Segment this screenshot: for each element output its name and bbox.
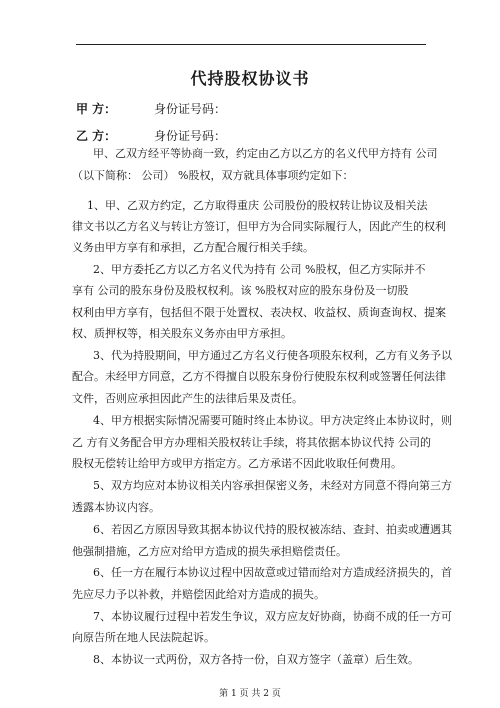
agreement-line: 甲、乙双方经平等协商一致，约定由乙方以乙方的名义代甲方持有 公司 [93, 147, 438, 160]
agreement-line: 享有 公司的股东身份及股权权利。该 %股权对应的股东身份及一切股 [72, 284, 409, 297]
agreement-line: （以下简称： 公司） %股权，双方就具体事项约定如下： [72, 169, 354, 182]
agreement-line: 4、甲方根据实际情况需要可随时终止本协议。甲方决定终止本协议时，则 [93, 414, 452, 427]
document-title: 代持股权协议书 [190, 69, 310, 88]
agreement-line: 5、双方均应对本协议相关内容承担保密义务，未经对方同意不得向第三方 [93, 479, 452, 492]
agreement-line: 股权无偿转让给甲方或甲方指定方。乙方承诺不因此收取任何费用。 [72, 457, 402, 470]
agreement-line: 先应尽力予以补救，并赔偿因此给对方造成的损失。 [72, 588, 325, 601]
agreement-line: 透露本协议内容。 [72, 501, 160, 514]
agreement-line: 乙 方有义务配合甲方办理相关股权转让手续，将其依据本协议代持 公司的 [72, 436, 431, 449]
agreement-line: 6、任一方在履行本协议过程中因故意或过错而给对方造成经济损失的，首 [93, 566, 452, 579]
party-b-label: 乙 方： [76, 129, 117, 143]
party-a-id-label: 身份证号码： [154, 102, 227, 116]
agreement-line: 权利由甲方享有，包括但不限于处置权、表决权、收益权、质询查询权、提案 [72, 306, 446, 319]
agreement-line: 权、质押权等，相关股东义务亦由甲方承担。 [72, 327, 292, 340]
agreement-line: 2、甲方委托乙方以乙方名义代为持有 公司 %股权，但乙方实际并不 [93, 263, 426, 276]
agreement-line: 6、若因乙方原因导致其据本协议代持的股权被冻结、查封、拍卖或遭遇其 [93, 523, 452, 536]
page-footer: 第 1 页 共 2 页 [219, 689, 281, 699]
party-b-id-label: 身份证号码： [154, 129, 227, 143]
agreement-line: 律文书以乙方名义与转让方签订，但甲方为合同实际履行人，因此产生的权利 [72, 220, 446, 233]
agreement-line: 他强制措施，乙方应对给甲方造成的损失承担赔偿责任。 [72, 545, 347, 558]
agreement-line: 向原告所在地人民法院起诉。 [72, 631, 215, 644]
header-rule [76, 44, 426, 45]
agreement-line: 文件，否则应承担因此产生的法律后果及责任。 [72, 392, 303, 405]
agreement-line: 1、甲、乙双方约定，乙方取得重庆 公司股份的股权转让协议及相关法 [87, 199, 428, 212]
agreement-line: 7、本协议履行过程中若发生争议，双方应友好协商，协商不成的任一方可 [93, 610, 452, 623]
agreement-line: 配合。未经甲方同意，乙方不得擅自以股东身份行使股东权利或签署任何法律 [72, 370, 446, 383]
party-a-label: 甲 方： [76, 102, 117, 116]
agreement-line: 3、代为持股期间，甲方通过乙方名义行使各项股东权利，乙方有义务予以 [93, 349, 452, 362]
agreement-line: 义务由甲方享有和承担，乙方配合履行相关手续。 [72, 241, 314, 254]
agreement-line: 8、本协议一式两份，双方各持一份，自双方签字（盖章）后生效。 [93, 653, 419, 666]
